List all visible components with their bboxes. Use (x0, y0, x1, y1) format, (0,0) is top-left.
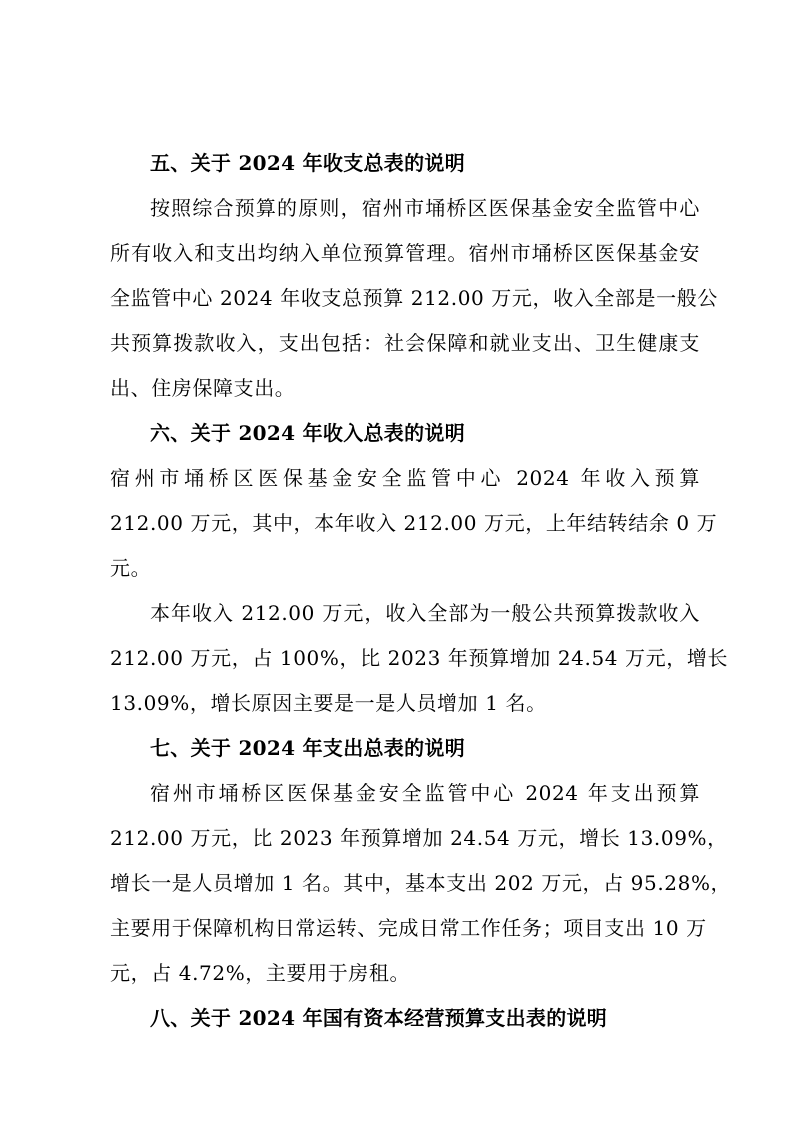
paragraph-line: 按照综合预算的原则，宿州市埇桥区医保基金安全监管中心 (150, 196, 700, 220)
paragraph-line: 增长一是人员增加 1 名。其中，基本支出 202 万元，占 95.28%， (110, 871, 732, 895)
section-heading-8: 八、关于 2024 年国有资本经营预算支出表的说明 (150, 1006, 608, 1030)
paragraph-line: 元，占 4.72%，主要用于房租。 (110, 961, 411, 985)
paragraph-line: 212.00 万元，比 2023 年预算增加 24.54 万元，增长 13.09%， (110, 826, 728, 850)
paragraph-line: 元。 (110, 556, 152, 580)
paragraph-line: 主要用于保障机构日常运转、完成日常工作任务；项目支出 10 万 (110, 916, 707, 940)
paragraph-line: 212.00 万元，占 100%，比 2023 年预算增加 24.54 万元，增长 (110, 646, 729, 670)
paragraph-line: 212.00 万元，其中，本年收入 212.00 万元，上年结转结余 0 万 (110, 511, 718, 535)
paragraph-line: 所有收入和支出均纳入单位预算管理。宿州市埇桥区医保基金安 (110, 241, 700, 265)
paragraph-line: 宿州市埇桥区医保基金安全监管中心 2024 年支出预算 (150, 781, 700, 805)
section-heading-6: 六、关于 2024 年收入总表的说明 (150, 421, 465, 445)
section-heading-7: 七、关于 2024 年支出总表的说明 (150, 736, 465, 760)
paragraph-line: 出、住房保障支出。 (110, 376, 296, 400)
paragraph-line: 全监管中心 2024 年收支总预算 212.00 万元，收入全部是一般公 (110, 286, 718, 310)
paragraph-line: 本年收入 212.00 万元，收入全部为一般公共预算拨款收入 (150, 601, 700, 625)
paragraph-line: 13.09%，增长原因主要是一是人员增加 1 名。 (110, 691, 547, 715)
section-heading-5: 五、关于 2024 年收支总表的说明 (150, 151, 465, 175)
paragraph-line: 共预算拨款收入，支出包括：社会保障和就业支出、卫生健康支 (110, 331, 700, 355)
paragraph-line: 宿州市埇桥区医保基金安全监管中心 2024 年收入预算 (110, 466, 700, 490)
